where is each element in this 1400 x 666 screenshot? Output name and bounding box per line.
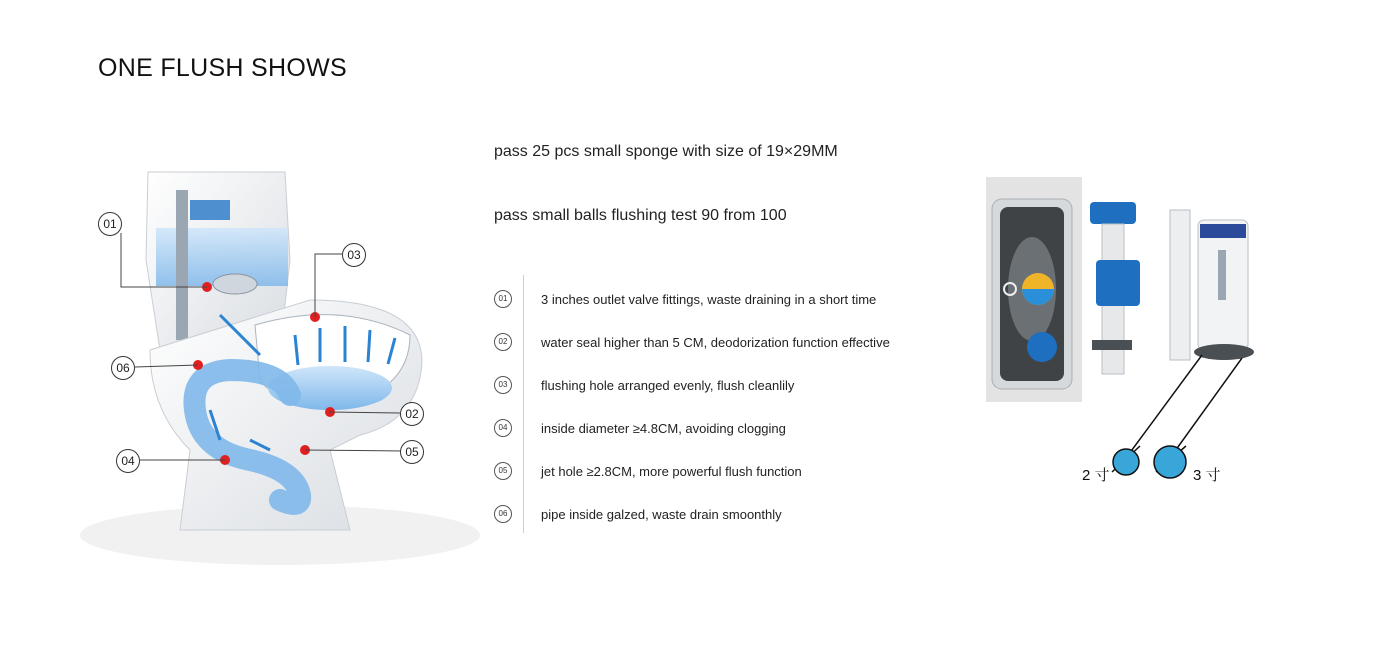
flush-valve-base bbox=[1194, 344, 1254, 360]
fill-valve-cap bbox=[1090, 202, 1136, 224]
feature-text: flushing hole arranged evenly, flush cleanlily bbox=[541, 377, 795, 393]
feature-number: 06 bbox=[494, 505, 512, 523]
feature-text: pipe inside galzed, waste drain smoonthly bbox=[541, 506, 782, 522]
page-title: ONE FLUSH SHOWS bbox=[98, 54, 347, 82]
callout-02: 02 bbox=[400, 402, 424, 426]
fill-valve-float bbox=[190, 200, 230, 220]
toilet-cutaway-diagram bbox=[80, 150, 480, 570]
feature-text: inside diameter ≥4.8CM, avoiding clogging bbox=[541, 420, 786, 436]
feature-text: 3 inches outlet valve fittings, waste draining in a short time bbox=[541, 291, 877, 307]
fill-valve-float bbox=[1096, 260, 1140, 306]
feature-item bbox=[494, 376, 794, 394]
callout-01: 01 bbox=[98, 212, 122, 236]
feature-item bbox=[494, 333, 890, 351]
callout-05: 05 bbox=[400, 440, 424, 464]
flush-valve-slot bbox=[1218, 250, 1226, 300]
feature-item bbox=[494, 505, 782, 523]
feature-text: jet hole ≥2.8CM, more powerful flush function bbox=[541, 463, 802, 479]
flush-valve bbox=[213, 274, 257, 294]
feature-number: 01 bbox=[494, 290, 512, 308]
test-balls: pass small balls flushing test 90 from 100 bbox=[494, 207, 787, 224]
size-marker-2 bbox=[1113, 449, 1139, 475]
feature-item bbox=[494, 419, 786, 437]
fill-valve-pipe bbox=[176, 190, 188, 340]
size-marker-3 bbox=[1154, 446, 1186, 478]
overflow-pipe bbox=[1170, 210, 1190, 360]
toilet-illustration bbox=[80, 150, 480, 570]
callout-06: 06 bbox=[111, 356, 135, 380]
size-label-2: 2 寸 bbox=[1082, 467, 1110, 484]
feature-number: 04 bbox=[494, 419, 512, 437]
size-label-3: 3 寸 bbox=[1193, 467, 1221, 484]
fittings-illustration bbox=[1082, 190, 1272, 490]
feature-divider bbox=[523, 275, 524, 533]
fill-valve-nut bbox=[1092, 340, 1132, 350]
callout-04: 04 bbox=[116, 449, 140, 473]
tank-interior-photo bbox=[986, 177, 1082, 402]
callout-03: 03 bbox=[342, 243, 366, 267]
flush-valve-top bbox=[1200, 224, 1246, 238]
feature-text: water seal higher than 5 CM, deodorization function effective bbox=[541, 334, 890, 350]
test-sponge: pass 25 pcs small sponge with size of 19×29MM bbox=[494, 143, 838, 160]
feature-number: 02 bbox=[494, 333, 512, 351]
tank-interior-illustration bbox=[986, 177, 1082, 402]
feature-item bbox=[494, 290, 876, 308]
fittings-drawing bbox=[1082, 190, 1272, 490]
feature-item bbox=[494, 462, 802, 480]
feature-number: 05 bbox=[494, 462, 512, 480]
feature-number: 03 bbox=[494, 376, 512, 394]
flapper bbox=[1027, 332, 1057, 362]
